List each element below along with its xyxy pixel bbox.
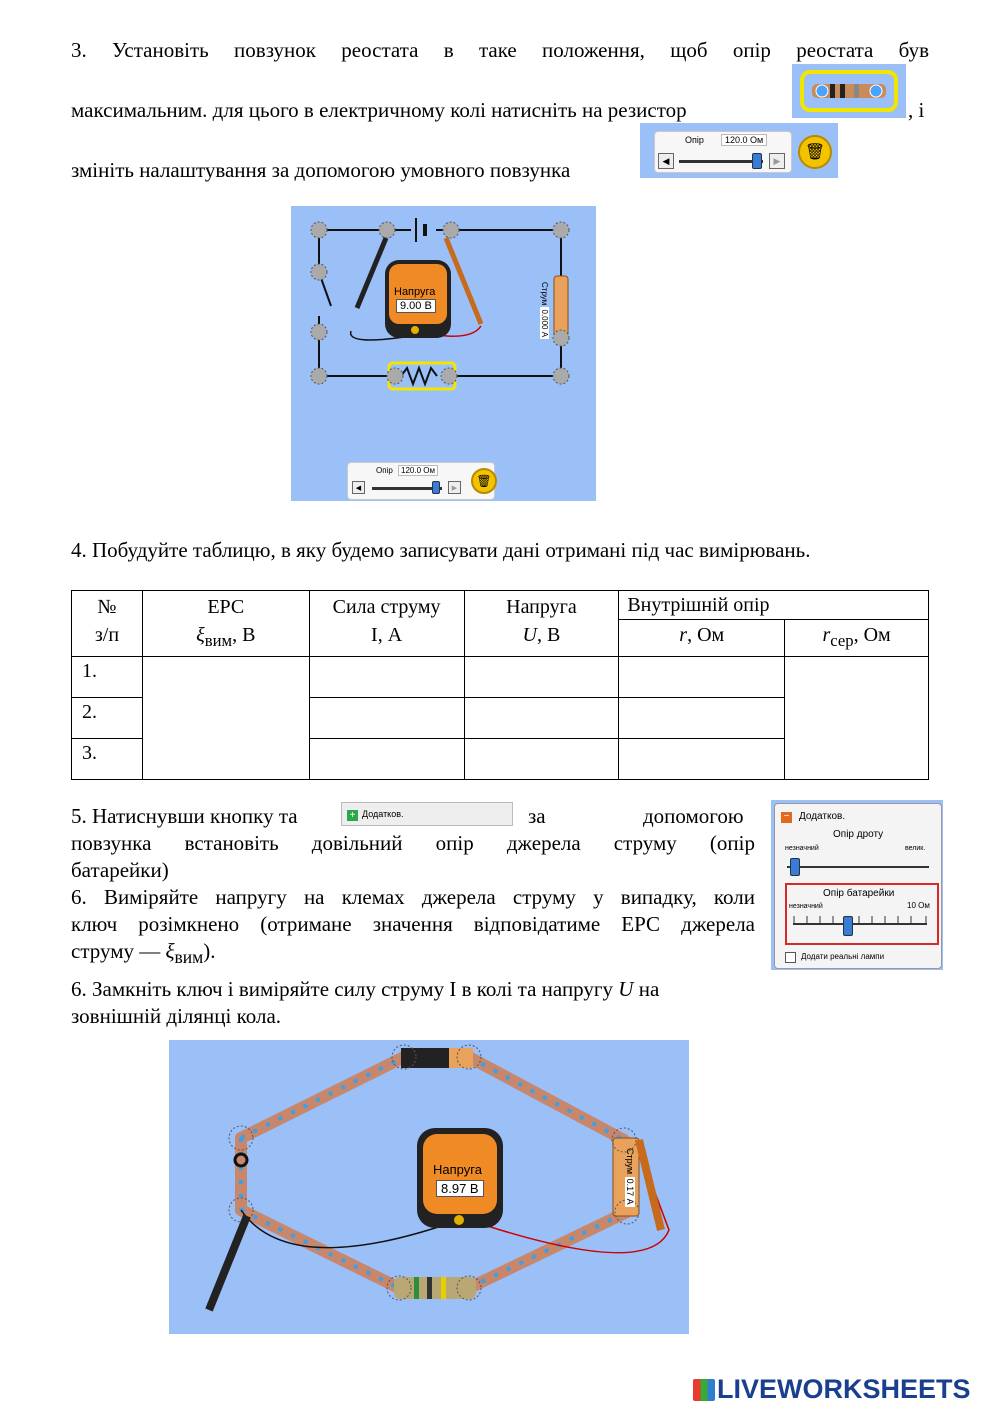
row-number-3: 3. — [72, 739, 143, 780]
ammeter-1[interactable] — [535, 282, 549, 344]
voltage-cell-2[interactable] — [464, 698, 619, 739]
meter-2-value: 8.97 В — [436, 1180, 484, 1197]
r-cell-1[interactable] — [619, 657, 785, 698]
resistance-value: 120.0 Ом — [721, 134, 767, 146]
header-voltage-top: Напруга — [506, 596, 577, 618]
logo-icon — [693, 1379, 715, 1401]
lamps-checkbox[interactable] — [785, 952, 796, 963]
wire-slider-track[interactable] — [787, 866, 929, 868]
step6a-line3-end: ). — [203, 939, 216, 963]
step6a-line1: 6. Виміряйте напругу на клемах джерела струму у випадку, коли — [71, 885, 755, 909]
r-average-subscript: сер — [830, 631, 854, 650]
circuit-1-drawing — [291, 206, 596, 501]
minus-icon[interactable]: − — [781, 812, 792, 823]
wire-resistance-label: Опір дроту — [833, 829, 884, 840]
header-number-top: № — [97, 596, 117, 618]
header-voltage — [464, 591, 619, 657]
wire-max-label: велик. — [905, 845, 926, 852]
lamps-label: Додати реальні лампи — [801, 952, 885, 961]
header-current — [309, 591, 464, 657]
step6b-line1 — [71, 977, 755, 1002]
step5-line2: повзунка встановіть довільний опір джерела струму (опір — [71, 831, 755, 855]
r-symbol: r — [679, 624, 688, 646]
step6b-voltage-symbol: U — [618, 977, 634, 1001]
header-internal-resistance: Внутрішній опір — [619, 591, 929, 620]
circuit-1-increase-arrow-icon[interactable]: ▶ — [448, 481, 461, 494]
ammeter-2-value: 0.17 А — [625, 1178, 635, 1205]
wire-min-label: незначний — [785, 845, 819, 852]
step6b-text-end: на — [633, 977, 660, 1001]
header-number — [72, 591, 143, 657]
circuit-2 — [169, 1040, 689, 1334]
meter-1-title: Напруга — [394, 286, 436, 298]
emf-subscript: вим — [204, 631, 233, 650]
circuit-1-slider-thumb[interactable] — [432, 481, 440, 494]
battery-max-label: 10 Ом — [907, 901, 930, 910]
row-number-1: 1. — [72, 657, 143, 698]
r-unit: , Ом — [687, 624, 725, 646]
header-number-bottom: з/п — [94, 624, 120, 646]
measurement-table — [71, 590, 929, 780]
liveworksheets-logo[interactable] — [693, 1374, 971, 1405]
step5-post1: за — [528, 804, 546, 828]
step6a-emf-subscript: вим — [174, 947, 204, 968]
header-r — [619, 620, 785, 657]
step3-line2-end: , і — [908, 98, 925, 122]
ammeter-2[interactable] — [621, 1148, 635, 1224]
r-average-cell[interactable] — [785, 657, 929, 780]
wire-slider-thumb[interactable] — [790, 858, 800, 876]
header-emf-bottom — [143, 621, 309, 655]
step6b-text: 6. Замкніть ключ і виміряйте силу струму I в колі та напругу — [71, 977, 619, 1001]
header-r-average — [785, 620, 929, 657]
resistance-slider-track[interactable] — [679, 160, 763, 163]
circuit-2-drawing — [169, 1040, 689, 1334]
battery-min-label: незначний — [789, 903, 823, 910]
header-emf — [142, 591, 309, 657]
extras-panel-title: Додатков. — [799, 811, 846, 822]
extras-button[interactable] — [341, 802, 513, 826]
voltage-symbol: U — [522, 624, 537, 646]
battery-slider-ticks — [793, 912, 927, 928]
current-cell-2[interactable] — [309, 698, 464, 739]
emf-unit: , В — [232, 624, 256, 646]
voltage-cell-1[interactable] — [464, 657, 619, 698]
step5-post2: допомогою — [643, 804, 744, 828]
ammeter-2-label: Струм — [625, 1148, 635, 1175]
step4-text: 4. Побудуйте таблицю, в яку будемо записувати дані отримані під час вимірювань. — [71, 538, 811, 562]
step6a-line3-text: струму — — [71, 939, 166, 963]
battery-resistance-label: Опір батарейки — [823, 888, 895, 899]
circuit-1-decrease-arrow-icon[interactable]: ◀ — [352, 481, 365, 494]
header-emf-top: ЕРС — [207, 596, 245, 618]
step6a-line2: ключ розімкнено (отримане значення відповідатиме ЕРС джерела — [71, 912, 755, 936]
circuit-1-resistance-label: Опір — [376, 466, 393, 475]
step6a-line3 — [71, 939, 215, 970]
circuit-1 — [291, 206, 596, 501]
voltage-cell-3[interactable] — [464, 739, 619, 780]
resistance-slider-thumb[interactable] — [752, 153, 762, 169]
current-cell-1[interactable] — [309, 657, 464, 698]
step3-line2-text: максимальним. для цього в електричному колі натисніть на резистор — [71, 98, 687, 122]
logo-text: LIVEWORKSHEETS — [717, 1374, 971, 1404]
r-cell-3[interactable] — [619, 739, 785, 780]
meter-1-value: 9.00 В — [396, 299, 436, 313]
r-average-symbol: r — [822, 624, 831, 646]
extras-button-label: Додатков. — [362, 809, 404, 819]
extras-panel — [771, 800, 943, 970]
emf-symbol: ξ — [196, 624, 205, 646]
step3-line1: 3. Установіть повзунок реостата в таке положення, щоб опір реостата був — [71, 38, 929, 62]
header-current-bottom: I, А — [371, 624, 403, 646]
step6a-emf-symbol: ξ — [165, 939, 175, 963]
increase-arrow-icon[interactable]: ▶ — [769, 153, 785, 169]
ammeter-1-value: 0.000 А — [540, 309, 549, 338]
r-average-unit: , Ом — [853, 624, 891, 646]
resistor-icon[interactable] — [792, 64, 906, 118]
trash-icon[interactable]: 🗑 — [798, 135, 832, 169]
emf-cell[interactable] — [142, 657, 309, 780]
circuit-1-trash-icon[interactable]: 🗑 — [471, 468, 497, 494]
header-voltage-bottom — [465, 621, 619, 649]
step5-line3: батарейки) — [71, 858, 169, 882]
r-cell-2[interactable] — [619, 698, 785, 739]
meter-2-title: Напруга — [433, 1162, 482, 1177]
decrease-arrow-icon[interactable]: ◀ — [658, 153, 674, 169]
step3-line2 — [71, 98, 687, 123]
row-number-2: 2. — [72, 698, 143, 739]
circuit-1-resistance-value: 120.0 Ом — [398, 465, 438, 476]
battery-slider-thumb[interactable] — [843, 916, 853, 936]
voltage-unit: , В — [536, 624, 561, 646]
resistance-label: Опір — [685, 135, 704, 145]
ammeter-1-label: Струм — [540, 282, 549, 306]
resistance-control-inline — [640, 123, 838, 178]
step6b-line2: зовнішній ділянці кола. — [71, 1004, 282, 1028]
step5-pre: 5. Натиснувши кнопку та — [71, 804, 298, 828]
plus-icon: + — [347, 810, 358, 821]
current-cell-3[interactable] — [309, 739, 464, 780]
header-current-top: Сила струму — [332, 596, 441, 618]
step3-line3: змініть налаштування за допомогою умовного повзунка — [71, 158, 571, 182]
